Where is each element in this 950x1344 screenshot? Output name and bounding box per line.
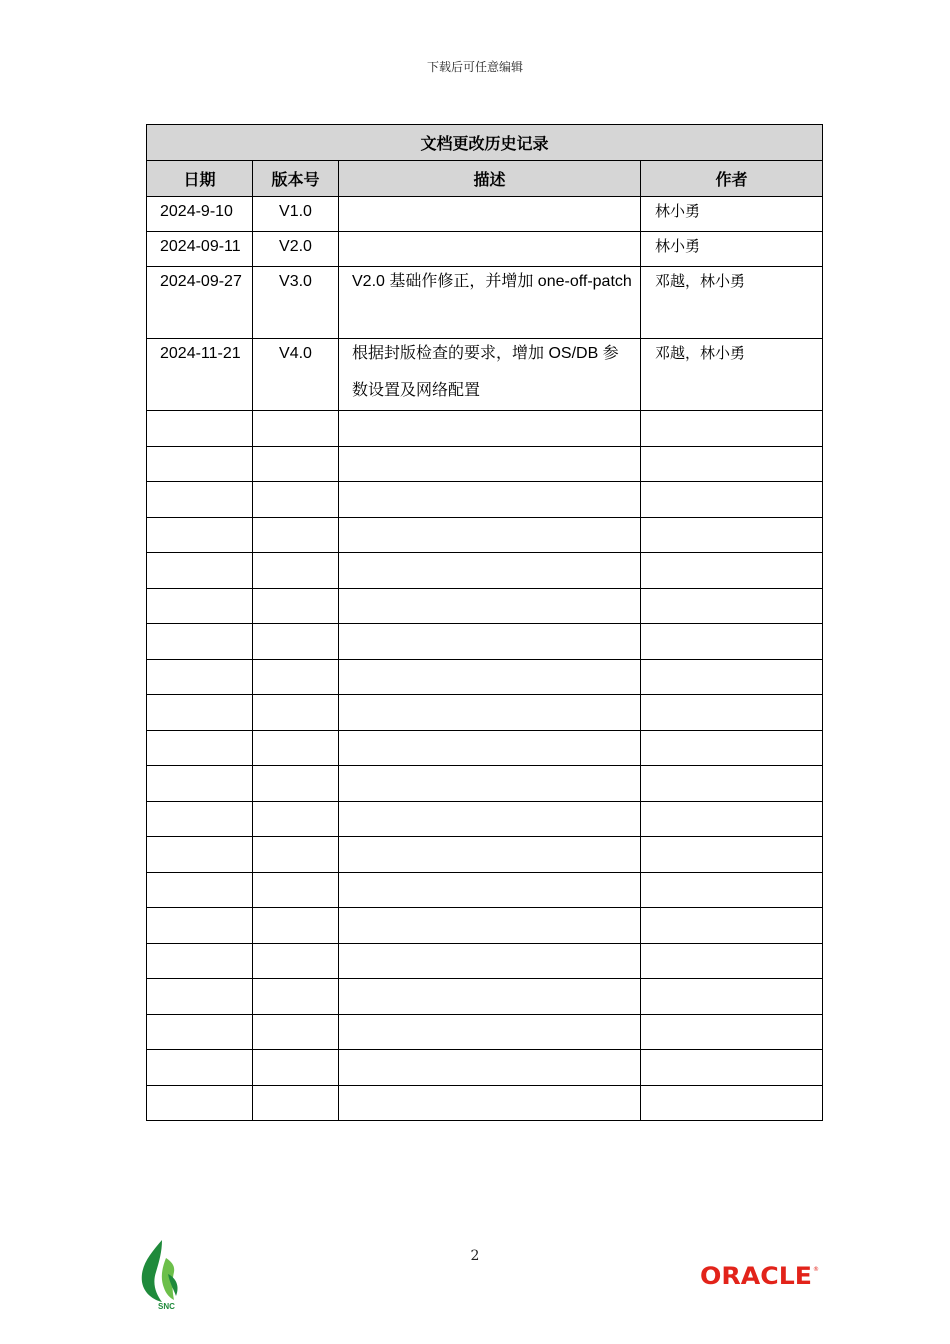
cell-version: V4.0 [279, 345, 312, 362]
empty-cell [641, 411, 823, 447]
empty-cell [641, 588, 823, 624]
empty-cell [339, 1085, 641, 1121]
empty-cell [147, 482, 253, 518]
empty-cell [339, 695, 641, 731]
page-number: 2 [470, 1248, 480, 1264]
empty-cell [147, 446, 253, 482]
empty-cell [147, 1050, 253, 1086]
empty-cell [641, 1085, 823, 1121]
empty-cell [339, 659, 641, 695]
cell-version: V3.0 [279, 273, 312, 290]
empty-table-row [147, 446, 823, 482]
empty-cell [147, 766, 253, 802]
snc-leaf-outer [142, 1240, 162, 1302]
table-title: 文档更改历史记录 [147, 125, 823, 161]
empty-cell [147, 837, 253, 873]
empty-cell [147, 624, 253, 660]
cell-date: 2024-9-10 [160, 203, 233, 220]
empty-cell [641, 730, 823, 766]
empty-cell [339, 624, 641, 660]
empty-cell [253, 730, 339, 766]
empty-cell [641, 872, 823, 908]
empty-table-row [147, 588, 823, 624]
empty-table-row [147, 1050, 823, 1086]
empty-table-row [147, 943, 823, 979]
column-header-author: 作者 [641, 161, 823, 197]
empty-cell [253, 482, 339, 518]
empty-cell [147, 1014, 253, 1050]
empty-cell [641, 482, 823, 518]
registered-mark: ® [813, 1266, 819, 1273]
empty-cell [339, 872, 641, 908]
empty-table-row [147, 872, 823, 908]
empty-cell [339, 1050, 641, 1086]
empty-cell [253, 872, 339, 908]
empty-cell [641, 553, 823, 589]
empty-cell [641, 1014, 823, 1050]
empty-cell [147, 872, 253, 908]
empty-table-row [147, 482, 823, 518]
cell-author: 林小勇 [655, 202, 701, 220]
empty-cell [339, 766, 641, 802]
oracle-logo [700, 1262, 820, 1288]
empty-table-row [147, 766, 823, 802]
empty-cell [641, 659, 823, 695]
empty-cell [641, 1050, 823, 1086]
empty-cell [147, 659, 253, 695]
empty-cell [253, 446, 339, 482]
empty-table-row [147, 659, 823, 695]
empty-cell [147, 517, 253, 553]
empty-cell [339, 943, 641, 979]
column-header-description: 描述 [339, 161, 641, 197]
empty-cell [641, 801, 823, 837]
empty-cell [641, 837, 823, 873]
empty-cell [253, 908, 339, 944]
empty-table-row [147, 979, 823, 1015]
empty-cell [147, 553, 253, 589]
column-header-version: 版本号 [253, 161, 339, 197]
empty-cell [253, 695, 339, 731]
empty-table-row [147, 624, 823, 660]
empty-table-row [147, 801, 823, 837]
cell-description: 根据封版检查的要求，增加 OS/DB 参数设置及网络配置 [352, 345, 619, 399]
table-row [147, 339, 823, 411]
empty-cell [147, 801, 253, 837]
cell-author: 邓越，林小勇 [655, 272, 746, 290]
cell-version: V2.0 [279, 238, 312, 255]
empty-cell [253, 837, 339, 873]
empty-table-row [147, 411, 823, 447]
cell-version: V1.0 [279, 203, 312, 220]
empty-table-row [147, 517, 823, 553]
empty-cell [253, 553, 339, 589]
empty-table-row [147, 1085, 823, 1121]
cell-date: 2024-09-11 [160, 238, 241, 255]
empty-cell [147, 588, 253, 624]
empty-table-row [147, 695, 823, 731]
empty-cell [253, 979, 339, 1015]
empty-cell [253, 1014, 339, 1050]
table-row [147, 232, 823, 267]
empty-cell [641, 908, 823, 944]
empty-cell [253, 411, 339, 447]
snc-logo [132, 1238, 196, 1310]
empty-table-row [147, 908, 823, 944]
empty-cell [147, 1085, 253, 1121]
empty-cell [147, 730, 253, 766]
empty-cell [147, 411, 253, 447]
empty-cell [641, 517, 823, 553]
empty-cell [339, 1014, 641, 1050]
empty-cell [339, 553, 641, 589]
empty-cell [339, 588, 641, 624]
empty-table-row [147, 553, 823, 589]
empty-cell [253, 588, 339, 624]
cell-author: 林小勇 [655, 237, 701, 255]
empty-table-row [147, 837, 823, 873]
cell-description: V2.0 基础作修正，并增加 one-off-patch [352, 273, 632, 290]
empty-cell [253, 624, 339, 660]
empty-cell [641, 624, 823, 660]
empty-cell [253, 801, 339, 837]
empty-cell [253, 1085, 339, 1121]
empty-cell [253, 659, 339, 695]
empty-cell [641, 979, 823, 1015]
empty-cell [339, 411, 641, 447]
cell-date: 2024-11-21 [160, 345, 241, 362]
empty-cell [147, 943, 253, 979]
page-header: 下载后可任意编辑 [426, 60, 523, 74]
empty-cell [147, 908, 253, 944]
empty-cell [253, 1050, 339, 1086]
empty-cell [339, 482, 641, 518]
column-header-date: 日期 [147, 161, 253, 197]
cell-author: 邓越，林小勇 [655, 344, 746, 362]
empty-cell [641, 766, 823, 802]
empty-cell [339, 730, 641, 766]
empty-cell [339, 979, 641, 1015]
empty-cell [147, 695, 253, 731]
empty-cell [641, 446, 823, 482]
empty-table-row [147, 1014, 823, 1050]
empty-cell [339, 801, 641, 837]
empty-cell [253, 943, 339, 979]
empty-cell [253, 517, 339, 553]
table-row [147, 267, 823, 339]
snc-logo-text: SNC [158, 1302, 175, 1310]
empty-cell [339, 446, 641, 482]
empty-cell [253, 766, 339, 802]
empty-cell [339, 908, 641, 944]
empty-cell [641, 695, 823, 731]
cell-date: 2024-09-27 [160, 273, 242, 290]
empty-cell [339, 517, 641, 553]
empty-table-row [147, 730, 823, 766]
empty-cell [641, 943, 823, 979]
change-history-table [146, 124, 823, 1121]
table-row [147, 197, 823, 232]
oracle-logo-text: ORACLE [700, 1262, 812, 1288]
empty-cell [339, 837, 641, 873]
empty-cell [147, 979, 253, 1015]
